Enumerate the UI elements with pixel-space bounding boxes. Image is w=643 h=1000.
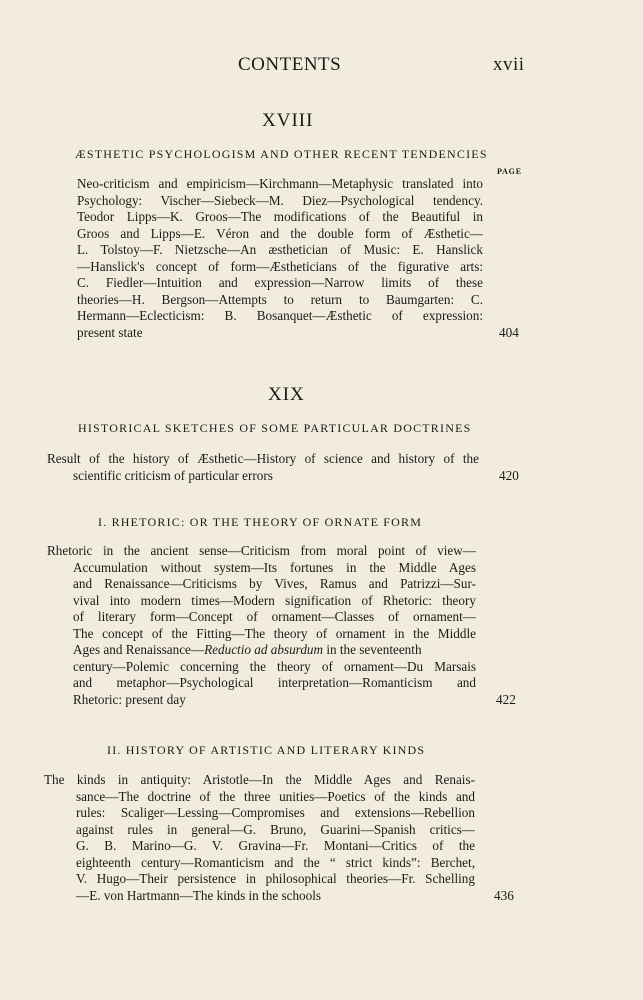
entry-line: —Hanslick's concept of form—Æstheticians of the figurative arts: <box>77 258 483 274</box>
entry-line: and Renaissance—Criticisms by Vives, Ramus and Patrizzi—Sur- <box>73 576 476 591</box>
section-entry <box>47 543 476 708</box>
entry-line: against rules in general—G. Bruno, Guarini—Spanish critics— <box>76 821 475 837</box>
page-number: 404 <box>499 325 519 340</box>
entry-line: —E. von Hartmann—The kinds in the schools <box>76 887 322 903</box>
running-head: CONTENTS <box>238 54 342 75</box>
entry-line: Rhetoric: present day <box>73 691 186 707</box>
page-number: 422 <box>496 692 516 707</box>
entry-line: Hermann—Eclecticism: B. Bosanquet—Æsthetic of expression: <box>77 308 483 323</box>
entry-line: Psychology: Vischer—Siebeck—M. Diez—Psychological tendency. <box>77 192 483 208</box>
entry-line: Neo-criticism and empiricism—Kirchmann—Metaphysic translated into <box>77 176 483 191</box>
page-folio: xvii <box>493 54 525 75</box>
chapter-title: ÆSTHETIC PSYCHOLOGISM AND OTHER RECENT TENDENCIES <box>75 147 488 161</box>
chapter-entry <box>47 451 479 484</box>
entry-line: Result of the history of Æsthetic—History of science and history of the <box>47 451 479 466</box>
entry-line: of literary form—Concept of ornament—Classes of ornament— <box>73 609 476 624</box>
entry-line: The concept of the Fitting—The theory of ornament in the Middle <box>73 625 476 641</box>
entry-line <box>47 642 476 659</box>
entry-line: V. Hugo—Their persistence in philosophical theories—Fr. Schelling <box>76 871 475 886</box>
entry-line: C. Fiedler—Intuition and expression—Narrow limits of these <box>77 275 483 290</box>
section-entry <box>44 772 475 904</box>
entry-line: eighteenth century—Romanticism and the “ strict kinds”: Berchet, <box>76 854 475 870</box>
entry-line: Teodor Lipps—K. Groos—The modifications of the Beautiful in <box>77 209 483 224</box>
entry-line: theories—H. Bergson—Attempts to return to Baumgarten: C. <box>77 291 483 307</box>
entry-line: century—Polemic concerning the theory of ornament—Du Marsais <box>73 658 476 674</box>
entry-line: vival into modern times—Modern signification of Rhetoric: theory <box>73 592 476 608</box>
entry-line: sance—The doctrine of the three unities—Poetics of the kinds and <box>76 788 475 804</box>
chapter-entry <box>77 176 483 341</box>
entry-text: in the seventeenth <box>323 642 422 657</box>
entry-line: rules: Scaliger—Lessing—Compromises and extensions—Rebellion <box>76 805 475 820</box>
page-number: 436 <box>494 888 514 903</box>
entry-line: present state <box>77 324 143 340</box>
chapter-number: XIX <box>268 384 305 405</box>
page-number: 420 <box>499 468 519 483</box>
entry-line: and metaphor—Psychological interpretation—Romanticism and <box>73 675 476 690</box>
section-title: II. HISTORY OF ARTISTIC AND LITERARY KINDS <box>107 743 426 757</box>
entry-line: The kinds in antiquity: Aristotle—In the Middle Ages and Renais- <box>44 772 475 787</box>
chapter-number: XVIII <box>262 110 314 131</box>
entry-line: Accumulation without system—Its fortunes in the Middle Ages <box>73 559 476 575</box>
entry-line: L. Tolstoy—F. Nietzsche—An æsthetician of Music: E. Hanslick <box>77 242 483 257</box>
section-title: I. RHETORIC: OR THE THEORY OF ORNATE FORM <box>98 515 423 529</box>
entry-line: Groos and Lipps—E. Véron and the double form of Æsthetic— <box>77 225 483 241</box>
entry-line: Rhetoric in the ancient sense—Criticism from moral point of view— <box>47 543 476 558</box>
entry-line: G. B. Marino—G. V. Gravina—Fr. Montani—Critics of the <box>76 838 475 853</box>
chapter-title: HISTORICAL SKETCHES OF SOME PARTICULAR DOCTRINES <box>78 421 472 435</box>
entry-text: Ages and Renaissance— <box>73 642 205 657</box>
italic-phrase: Reductio ad absurdum <box>204 642 324 657</box>
page-column-label: PAGE <box>497 167 522 176</box>
entry-line: scientific criticism of particular errors <box>73 467 273 483</box>
